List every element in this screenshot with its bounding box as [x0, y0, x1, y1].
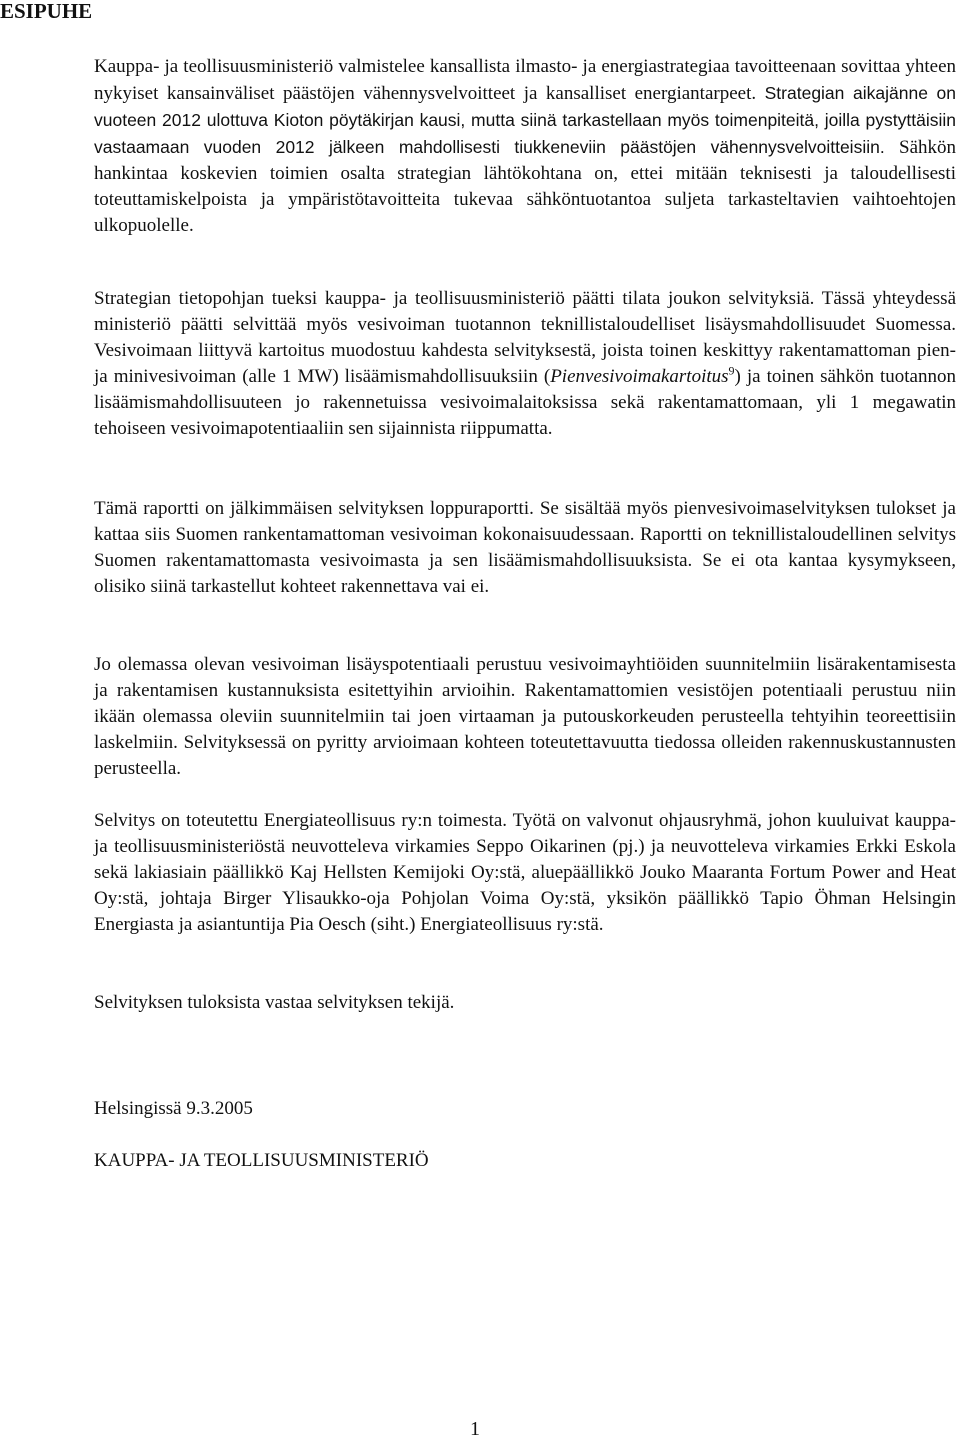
paragraph-potential: Jo olemassa olevan vesivoiman lisäyspotentiaali perustuu vesivoimayhtiöiden suunnitelmiin lisärakentamisesta ja rakentamisen kustannuksista esitettyihin arvioihin. Rakentamattomien vesistöjen potentiaali perustuu niin ikään olemassa oleviin suunnitelmiin tai joen virtaaman ja putouskorkeuden perusteella tehtyihin teoreettisiin laskelmiin. Selvityksessä on pyritty arvioimaan kohteen toteutettavuutta tiedossa olleiden rakennuskustannusten perusteella.	[94, 654, 956, 779]
paragraph-intro	[94, 54, 956, 239]
paragraph-report: Tämä raportti on jälkimmäisen selvityksen loppuraportti. Se sisältää myös pienvesivoimaselvityksen tulokset ja kattaa siis Suomen rankentamattoman vesivoiman kokonaisuudessaan. Raportti on teknillistaloudellinen selvitys Suomen rakentamattomasta vesivoimasta ja sen lisäämismahdollisuuksista. Se ei ota kantaa kysymykseen, olisiko siinä tarkastellut kohteet rakennettava vai ei.	[94, 498, 956, 597]
paragraph-intro-part3: Sähkön hankintaa koskevien toimien osalta strategian lähtökohtana on, ettei mitään teknisesti ja taloudellisesti toteuttamiskelpoista ja ympäristötavoitteita tukevaa sähköntuotantoa suljeta tarkasteltavien vaihtoehtojen ulkopuolelle.	[94, 137, 957, 236]
footnote-reference: 9	[728, 363, 735, 378]
paragraph-strategy-part2: ) ja toinen sähkön tuotannon lisäämismahdollisuuteen jo rakennetuissa vesivoimalaitoksissa sekä rakentamattomaan, yli 1 megawatin tehoiseen vesivoimapotentiaaliin sen sijainnista riippumatta.	[94, 366, 956, 439]
paragraph-strategy	[94, 286, 956, 442]
paragraph-steering-group: Selvitys on toteutettu Energiateollisuus ry:n toimesta. Työtä on valvonut ohjausryhmä, johon kuuluivat kauppa- ja teollisuusministeriöstä neuvotteleva virkamies Seppo Oikarinen (pj.) ja neuvotteleva virkamies Erkki Eskola sekä lakiasiain päällikkö Kaj Hellsten Kemijoki Oy:stä, aluepäällikkö Jouko Maaranta Fortum Power and Heat Oy:stä, johtaja Birger Ylisaukko-oja Pohjolan Voima Oy:stä, yksikön päällikkö Tapio Öhman Helsingin Energiasta ja asiantuntija Pia Oesch (siht.) Energiateollisuus ry:stä.	[94, 810, 956, 935]
place-and-date: Helsingissä 9.3.2005	[94, 1098, 253, 1119]
paragraph-strategy-part1: Strategian tietopohjan tueksi kauppa- ja teollisuusministeriö päätti tilata joukon selvityksiä. Tässä yhteydessä ministeriö päätti selvittää myös vesivoiman tuotannon teknillistaloudelliset lisäysmahdollisuudet Suomessa. Vesivoimaan liittyvä kartoitus muodostuu kahdesta selvityksestä, joista toinen keskittyy rakentamattoman pien- ja minivesivoiman (alle 1 MW) lisäämismahdollisuuksiin (	[94, 288, 956, 387]
page-heading: ESIPUHE	[0, 0, 93, 23]
pienvesivoimakartoitus-title: Pienvesivoimakartoitus	[550, 366, 729, 387]
page-number: 1	[470, 1418, 480, 1440]
paragraph-responsibility: Selvityksen tuloksista vastaa selvityksen tekijä.	[94, 992, 455, 1013]
signatory: KAUPPA- JA TEOLLISUUSMINISTERIÖ	[94, 1150, 429, 1171]
paragraph-intro-part1: Kauppa- ja teollisuusministeriö valmistelee kansallista ilmasto- ja energiastrategiaa tavoitteenaan sovittaa yhteen nykyiset kansainväliset päästöjen vähennysvelvoitteet ja kansalliset energiantarpeet.	[94, 56, 956, 104]
paragraph-intro-part2: Strategian aikajänne on vuoteen 2012 ulottuva Kioton pöytäkirjan kausi, mutta siinä tarkastellaan myös toimenpiteitä, joilla pystyttäisiin vastaamaan vuoden 2012 jälkeen mahdollisesti tiukkeneviin päästöjen vähennysvelvoitteisiin.	[94, 83, 957, 157]
